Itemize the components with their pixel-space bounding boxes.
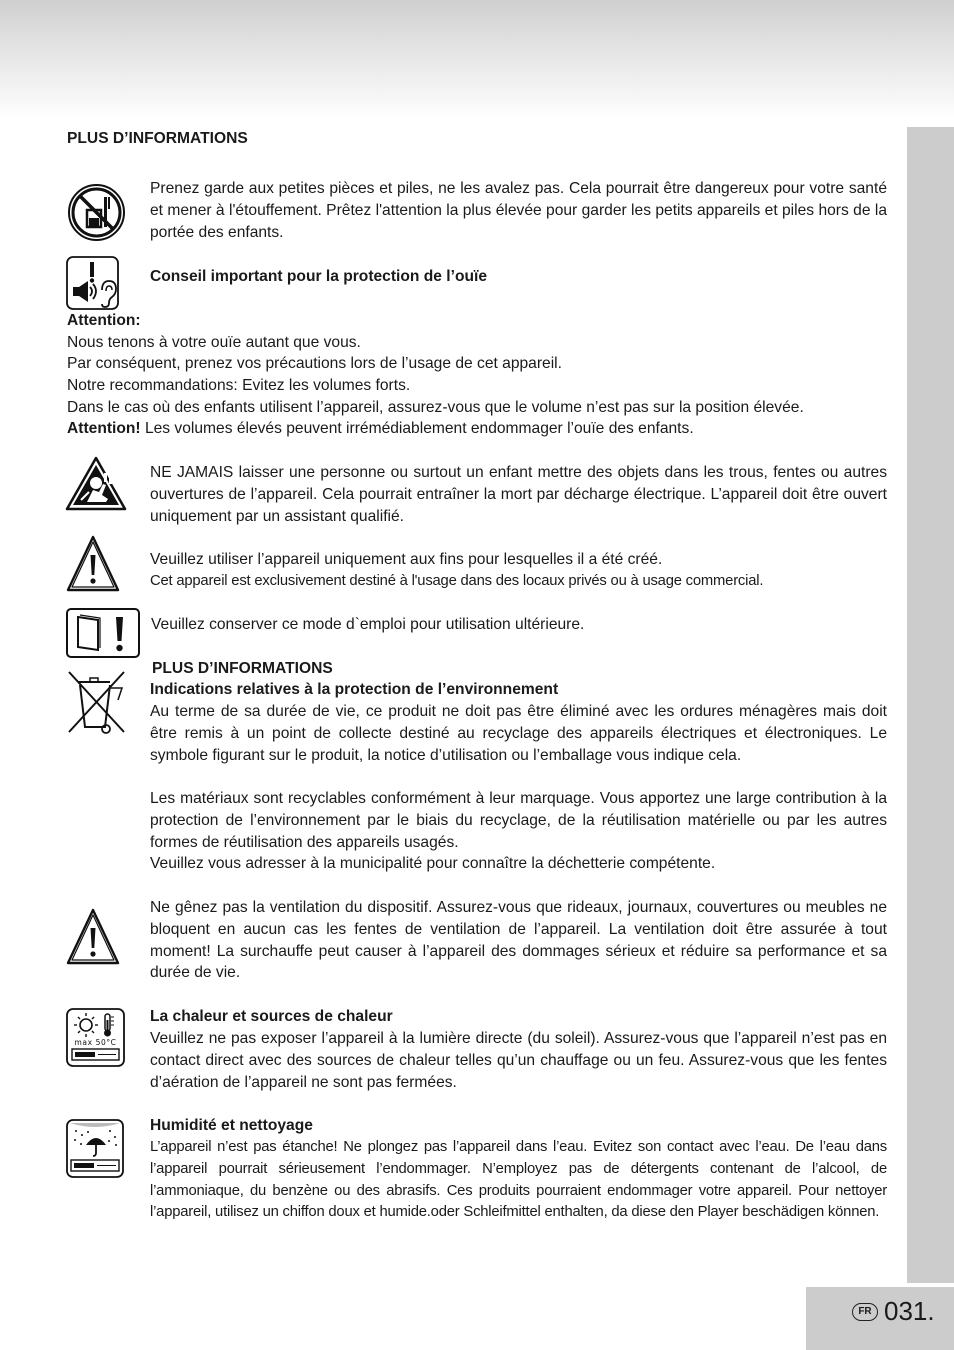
usage-line: Veuillez utiliser l’appareil uniquement aux fins pour lesquelles il a été créé.: [150, 551, 663, 568]
environment-paragraph: Les matériaux sont recyclables conformément à leur marquage. Vous apportez une large contribution à la protection de l’environnement par le biais du recyclage, de la réutilisation matérielle ou par les autres formes de réutilisation des appareils usagés.: [150, 790, 887, 851]
hearing-line: Par conséquent, prenez vos précautions lors de l’usage de cet appareil.: [67, 355, 562, 372]
keep-manual-icon: [66, 608, 140, 658]
environment-title: Indications relatives à la protection de l’environnement: [150, 681, 559, 698]
heat-title: La chaleur et sources de chaleur: [150, 1008, 393, 1025]
shock-warning: NE JAMAIS laisser une personne ou surtout un enfant mettre des objets dans les trous, fentes ou autres ouvertures de l’appareil. Cela pourrait entraîner la mort par décharge électrique. L’appareil doit être ouvert uniquement par un assistant qualifié.: [150, 464, 887, 525]
humidity-umbrella-icon: [66, 1119, 124, 1178]
manual-keep-text: Veuillez conserver ce mode d`emploi pour utilisation ultérieure.: [151, 616, 585, 633]
heat-temperature-icon: [66, 1008, 125, 1067]
hearing-line: Notre recommandations: Evitez les volumes forts.: [67, 377, 411, 394]
humidity-title: Humidité et nettoyage: [150, 1117, 313, 1134]
section-title: PLUS D’INFORMATIONS: [67, 130, 248, 147]
warning-triangle-icon: [66, 908, 120, 965]
hearing-line: Dans le cas où des enfants utilisent l’appareil, assurez-vous que le volume n’est pas sur la position élevée.: [67, 399, 804, 416]
no-small-parts-icon: [67, 183, 126, 242]
ventilation-warning: Ne gênez pas la ventilation du dispositif. Assurez-vous que rideaux, journaux, couvertures ou meubles ne bloquent en aucun cas les fentes de ventilation de l’appareil. La ventilation doit être assurée à tout moment! La surchauffe peut causer à l’appareil des dommages sérieux et réduire sa performance et sa durée de vie.: [150, 899, 887, 982]
page-number: 031.: [884, 1296, 935, 1326]
heat-warning: Veuillez ne pas exposer l’appareil à la lumière directe (du soleil). Assurez-vous que l’appareil n’est pas en contact direct avec des sources de chaleur telles qu’un chauffage ou un feu. Assurez-vous que les fentes d’aération de l’appareil ne sont pas fermées.: [150, 1030, 887, 1091]
usage-line-small: Cet appareil est exclusivement destiné à l'usage dans des locaux privés ou à usage commercial.: [150, 573, 764, 589]
crossed-out-bin-icon: [64, 668, 130, 736]
hearing-line: Nous tenons à votre ouïe autant que vous.: [67, 334, 361, 351]
electric-shock-warning-icon: [65, 456, 127, 511]
language-badge: FR: [852, 1303, 878, 1321]
humidity-warning: L’appareil n’est pas étanche! Ne plongez pas l’appareil dans l’eau. Evitez son contact avec l’eau. De l’eau dans l’appareil pourrait sérieusement l’endommager. N’employez pas de détergents contenant de l’alcool, de l’ammoniaque, du benzène ou des abrasifs. Ces produits pourraient endommager votre appareil. Pour nettoyer l’appareil, utilisez un chiffon doux et humide.oder Schleifmittel enthalten, da diese den Player beschädigen können.: [150, 1139, 887, 1221]
side-tab: [907, 127, 954, 1283]
hearing-title: Conseil important pour la protection de l’ouïe: [150, 268, 488, 285]
attention-strong-label: Attention!: [67, 420, 141, 437]
hearing-protection-icon: [66, 256, 119, 310]
header-gradient-band: [0, 0, 954, 120]
max-temperature-label: max 50°C: [74, 1038, 117, 1047]
warning-triangle-icon: [66, 535, 120, 592]
hearing-attention-line: [67, 418, 694, 440]
attention-text: Les volumes élevés peuvent irrémédiablement endommager l’ouïe des enfants.: [140, 420, 694, 437]
environment-section-header: PLUS D’INFORMATIONS: [152, 660, 333, 677]
small-parts-warning: Prenez garde aux petites pièces et piles, ne les avalez pas. Cela pourrait être dangereux pour votre santé et mener à l'étouffement. Prêtez l'attention la plus élevée pour garder les petits appareils et piles hors de la portée des enfants.: [150, 180, 887, 241]
environment-paragraph: Veuillez vous adresser à la municipalité pour connaître la déchetterie compétente.: [150, 855, 716, 872]
attention-label: Attention:: [67, 312, 141, 329]
environment-paragraph: Au terme de sa durée de vie, ce produit ne doit pas être éliminé avec les ordures ménagères mais doit être remis à un point de collecte destiné au recyclage des appareils électriques et électroniques. Le symbole figurant sur le produit, la notice d’utilisation ou l’emballage vous indique cela.: [150, 703, 887, 764]
